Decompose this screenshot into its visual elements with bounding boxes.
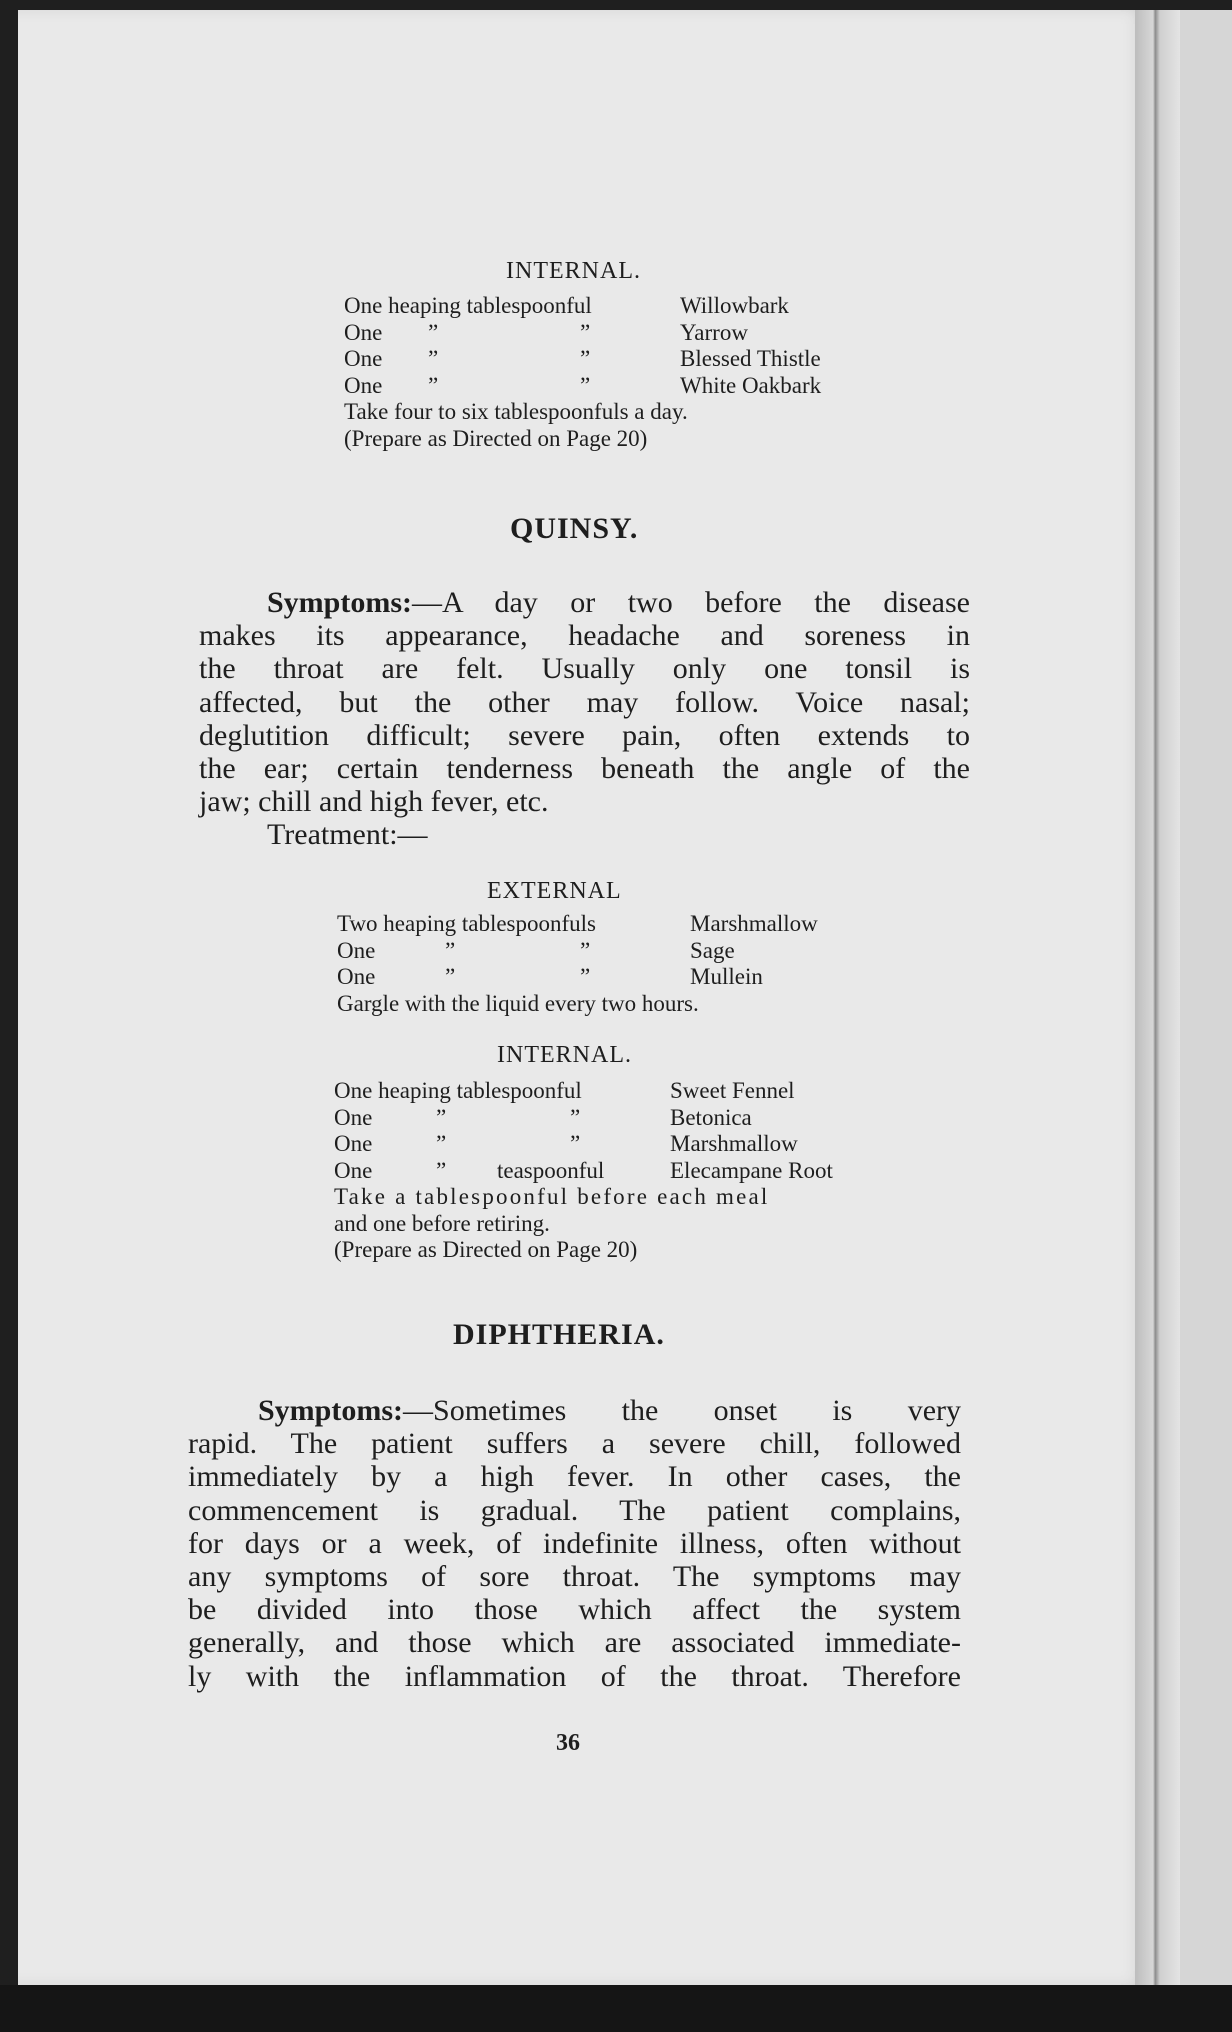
recipe-row: One ” ” Sage: [337, 937, 735, 963]
symptoms-line: rapid. The patient suffers a severe chill, followed: [188, 1427, 961, 1461]
symptoms-line: affected, but the other may follow. Voice nasal;: [199, 685, 970, 719]
symptoms-first-line: Symptoms:—A day or two before the disease: [267, 586, 970, 619]
internal-recipe-table: [334, 1078, 914, 1264]
internal-recipe-table: [344, 293, 884, 452]
recipe-note: Take a tablespoonful before each meal: [334, 1184, 770, 1209]
symptoms-first-line: Symptoms:—Sometimes the onset is very: [258, 1394, 961, 1427]
symptoms-line: the ear; certain tenderness beneath the angle of the: [199, 752, 970, 786]
scan-border: [0, 1985, 1232, 2032]
diphtheria-heading: DIPHTHERIA.: [453, 1318, 665, 1351]
page-number: 36: [556, 1730, 580, 1756]
symptoms-label: Symptoms:: [258, 1394, 404, 1427]
symptoms-line: jaw; chill and high fever, etc.: [199, 785, 549, 819]
page-edge: [1135, 10, 1180, 1985]
symptoms-line: the throat are felt. Usually only one tonsil is: [199, 652, 970, 686]
recipe-row: One ” ” White Oakbark: [344, 372, 822, 398]
recipe-row: One ” ” Yarrow: [344, 319, 748, 345]
recipe-row: One heaping tablespoonful Willowbark: [344, 293, 789, 318]
recipe-note: Gargle with the liquid every two hours.: [337, 990, 699, 1016]
symptoms-line: deglutition difficult; severe pain, often extends to: [199, 718, 970, 752]
symptoms-line: generally, and those which are associated immediate-: [188, 1626, 961, 1660]
symptoms-line: ly with the inflammation of the throat. Therefore: [188, 1659, 961, 1693]
recipe-row: One ” ” Blessed Thistle: [344, 346, 821, 371]
symptoms-line: commencement is gradual. The patient complains,: [188, 1493, 961, 1527]
symptoms-label: Symptoms:: [267, 586, 413, 619]
recipe-row: One ” ” Mullein: [337, 964, 763, 989]
internal-heading: INTERNAL.: [506, 258, 641, 284]
recipe-note: (Prepare as Directed on Page 20): [334, 1237, 638, 1262]
recipe-note: (Prepare as Directed on Page 20): [344, 425, 648, 451]
external-recipe-table: [337, 911, 897, 1017]
treatment-label: Treatment:—: [267, 818, 428, 852]
diphtheria-symptoms: [188, 1394, 961, 1693]
symptoms-line: be divided into those which affect the system: [188, 1593, 961, 1627]
symptoms-line: for days or a week, of indefinite illness, often without: [188, 1526, 961, 1560]
recipe-row: One ” ” Betonica: [334, 1104, 752, 1130]
quinsy-symptoms: [199, 586, 970, 852]
recipe-note: Take four to six tablespoonfuls a day.: [344, 399, 688, 424]
recipe-note: and one before retiring.: [334, 1210, 550, 1236]
recipe-row: Two heaping tablespoonfuls Marshmallow: [337, 911, 818, 936]
recipe-row: One ” ” Marshmallow: [334, 1131, 798, 1156]
recipe-row: One heaping tablespoonful Sweet Fennel: [334, 1078, 795, 1103]
symptoms-line: any symptoms of sore throat. The symptoms may: [188, 1560, 961, 1594]
internal-heading: INTERNAL.: [497, 1042, 632, 1068]
next-page-edge: [1180, 10, 1232, 1985]
symptoms-line: immediately by a high fever. In other cases, the: [188, 1460, 961, 1494]
external-heading: EXTERNAL: [487, 878, 622, 904]
symptoms-line: makes its appearance, headache and soreness in: [199, 619, 970, 653]
quinsy-heading: QUINSY.: [510, 512, 639, 545]
recipe-row: One ” teaspoonful Elecampane Root: [334, 1157, 833, 1183]
